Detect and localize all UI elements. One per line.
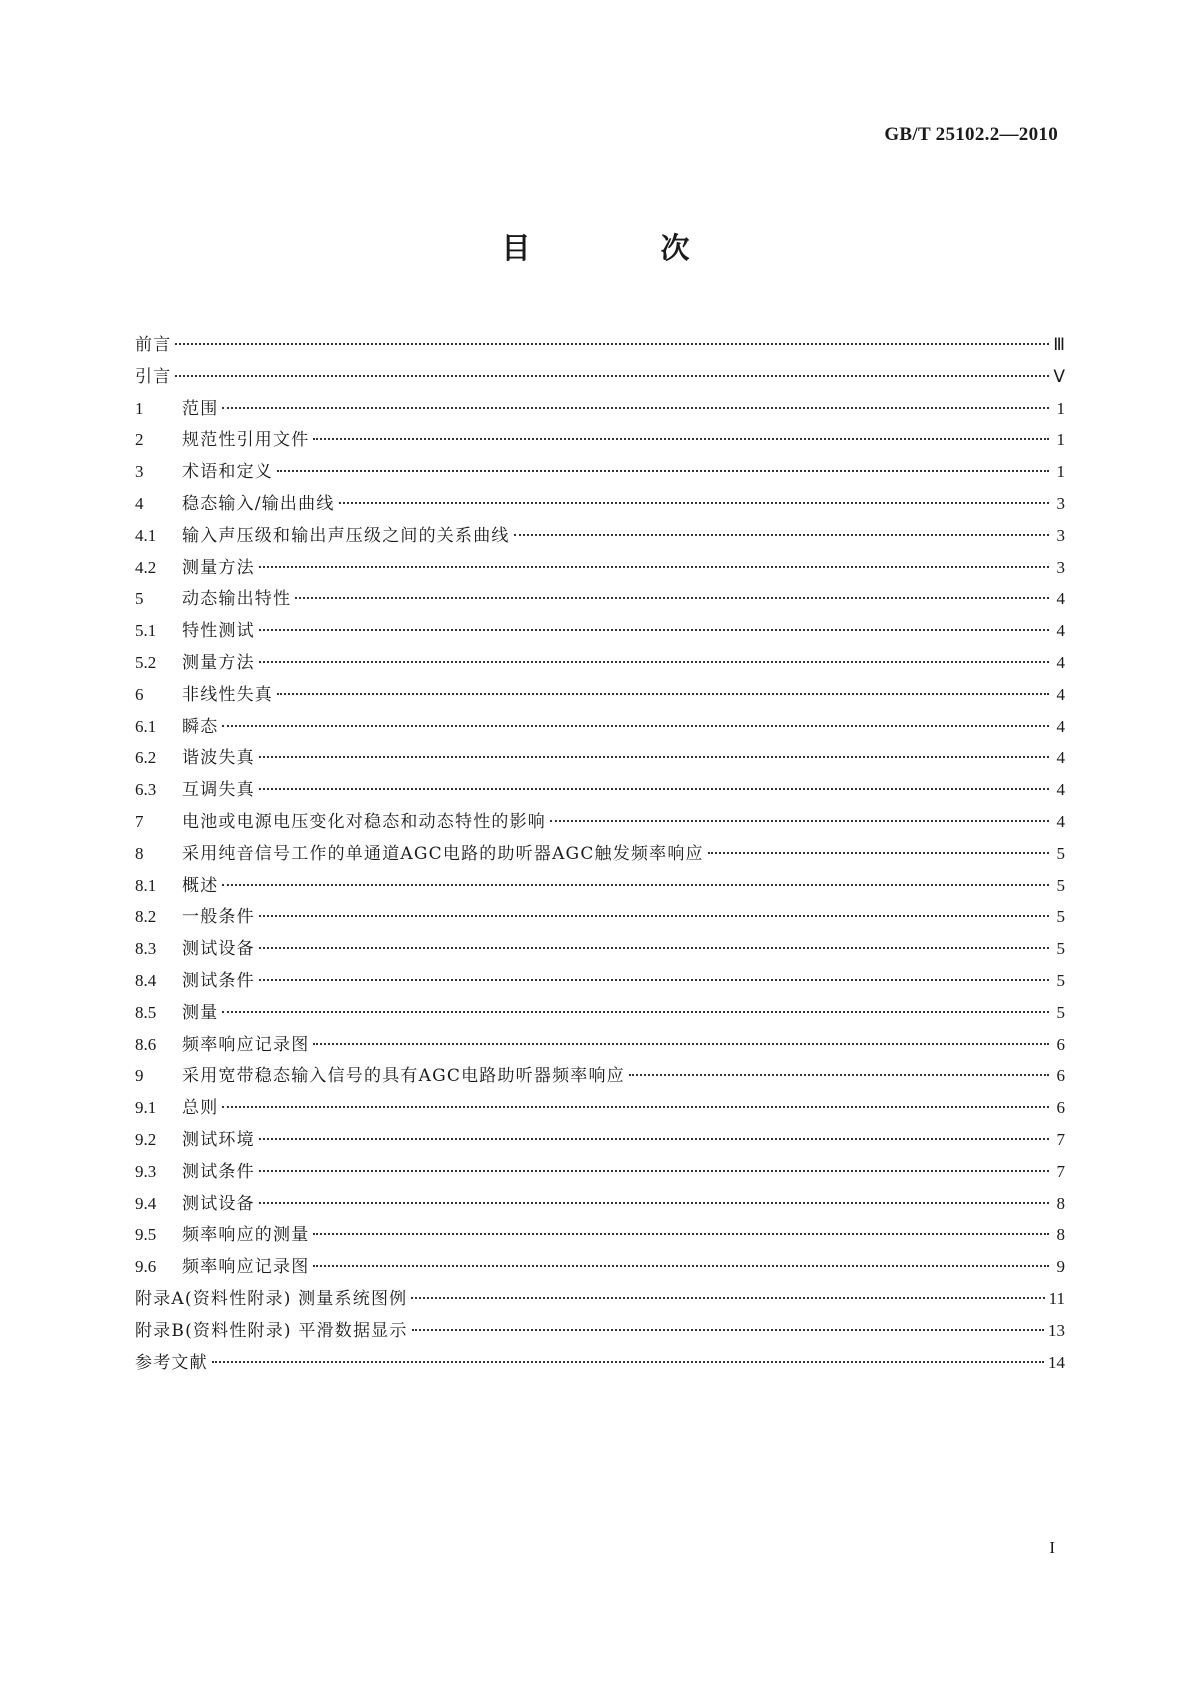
toc-leader-dots (259, 959, 1049, 981)
toc-leader-dots (259, 927, 1049, 949)
toc-entry-number: 7 (135, 811, 144, 831)
toc-entry-page: 1 (1056, 430, 1065, 450)
toc-entry-number: 9.3 (135, 1161, 157, 1181)
toc-entry-page: 5 (1056, 1002, 1065, 1022)
toc-leader-dots (259, 1150, 1049, 1172)
toc-entry-page: 3 (1056, 525, 1065, 545)
toc-entry-title: 测试设备 (182, 1193, 255, 1214)
toc-entry-title: 测量 (182, 1002, 219, 1023)
toc-entry-title: 采用宽带稳态输入信号的具有AGC电路助听器频率响应 (182, 1066, 625, 1087)
toc-entry-number: 8.4 (135, 970, 157, 990)
toc-entry-title: 一般条件 (182, 907, 255, 928)
toc-entry-title: 引言 (135, 366, 172, 387)
toc-entry-title: 附录A(资料性附录) 测量系统图例 (135, 1288, 408, 1309)
toc-entry-number: 3 (135, 462, 144, 482)
toc-entry-page: 4 (1056, 716, 1065, 736)
toc-entry-page: 9 (1056, 1257, 1065, 1277)
toc-leader-dots (259, 768, 1049, 790)
toc-entry-number: 5.2 (135, 652, 157, 672)
toc-entry-title: 测试环境 (182, 1129, 255, 1150)
toc-entry-number: 6.2 (135, 748, 157, 768)
toc-entry-page: 4 (1056, 652, 1065, 672)
toc-entry-title: 特性测试 (182, 621, 255, 642)
toc-leader-dots (277, 673, 1049, 695)
toc-entry-title: 测试条件 (182, 970, 255, 991)
toc-entry-number: 9.4 (135, 1193, 157, 1213)
toc-leader-dots (313, 1023, 1049, 1045)
toc-leader-dots (222, 864, 1049, 886)
table-of-contents (135, 328, 1065, 1377)
toc-entry-page: 4 (1056, 780, 1065, 800)
toc-entry-page: 4 (1056, 748, 1065, 768)
toc-entry-page: 5 (1056, 907, 1065, 927)
toc-leader-dots (222, 1086, 1049, 1108)
toc-entry-number: 9 (135, 1066, 144, 1086)
toc-entry-number: 8.5 (135, 1002, 157, 1022)
toc-entry-title: 术语和定义 (182, 462, 273, 483)
toc-entry-number: 5.1 (135, 621, 157, 641)
toc-leader-dots (277, 450, 1049, 472)
toc-entry-number: 9.2 (135, 1129, 157, 1149)
toc-leader-dots (259, 1182, 1049, 1204)
toc-entry-page: 4 (1056, 811, 1065, 831)
toc-leader-dots (259, 641, 1049, 663)
toc-leader-dots (514, 514, 1049, 536)
toc-entry-title: 互调失真 (182, 780, 255, 801)
toc-leader-dots (212, 1341, 1044, 1363)
toc-entry-page: 14 (1048, 1352, 1065, 1372)
toc-entry-page: 11 (1048, 1288, 1065, 1308)
toc-entry-title: 输入声压级和输出声压级之间的关系曲线 (182, 525, 510, 546)
toc-leader-dots (550, 800, 1049, 822)
toc-entry-title: 频率响应的测量 (182, 1225, 310, 1246)
toc-leader-dots (222, 991, 1049, 1013)
toc-entry-number: 6.3 (135, 780, 157, 800)
toc-entry-title: 电池或电源电压变化对稳态和动态特性的影响 (182, 811, 546, 832)
toc-entry-title: 测试设备 (182, 939, 255, 960)
toc-leader-dots (259, 736, 1049, 758)
page-title: 目 次 (501, 231, 750, 265)
toc-entry-number: 8 (135, 843, 144, 863)
toc-entry-page: 8 (1056, 1193, 1065, 1213)
toc-leader-dots (708, 832, 1049, 854)
toc-entry-title: 测试条件 (182, 1161, 255, 1182)
toc-entry-page: 3 (1056, 493, 1065, 513)
toc-leader-dots (259, 895, 1049, 917)
toc-entry-title: 范围 (182, 398, 219, 419)
toc-leader-dots (259, 609, 1049, 631)
toc-entry-page: 6 (1056, 1034, 1065, 1054)
toc-entry-page: 5 (1056, 939, 1065, 959)
toc-entry-number: 4 (135, 493, 144, 513)
toc-entry-number: 4.2 (135, 557, 157, 577)
toc-leader-dots (175, 323, 1049, 345)
toc-entry-number: 1 (135, 398, 144, 418)
toc-entry-page: 5 (1056, 970, 1065, 990)
toc-entry-page: 13 (1048, 1320, 1065, 1340)
toc-leader-dots (259, 1118, 1049, 1140)
toc-entry-title: 参考文献 (135, 1352, 208, 1373)
toc-entry-page: Ⅲ (1053, 335, 1065, 354)
toc-entry-number: 6 (135, 684, 144, 704)
toc-entry-page: 5 (1056, 843, 1065, 863)
toc-entry-number: 2 (135, 430, 144, 450)
toc-leader-dots (339, 482, 1049, 504)
toc-entry-title: 测量方法 (182, 557, 255, 578)
toc-entry-title: 测量方法 (182, 652, 255, 673)
toc-entry-title: 动态输出特性 (182, 589, 292, 610)
toc-entry-number: 8.1 (135, 875, 157, 895)
toc-entry-number: 4.1 (135, 525, 157, 545)
toc-entry-page: 5 (1056, 875, 1065, 895)
toc-leader-dots (313, 1213, 1049, 1235)
toc-leader-dots (222, 387, 1049, 409)
toc-entry-title: 频率响应记录图 (182, 1034, 310, 1055)
toc-leader-dots (412, 1309, 1044, 1331)
toc-entry-page: 7 (1056, 1161, 1065, 1181)
toc-entry-title: 概述 (182, 875, 219, 896)
toc-entry-title: 前言 (135, 335, 172, 355)
toc-entry-title: 总则 (182, 1098, 219, 1119)
toc-entry-number: 8.6 (135, 1034, 157, 1054)
toc-entry-title: 规范性引用文件 (182, 430, 310, 451)
toc-entry-number: 5 (135, 589, 144, 609)
toc-entry-page: 4 (1056, 621, 1065, 641)
toc-entry-number: 9.5 (135, 1225, 157, 1245)
standard-code: GB/T 25102.2—2010 (884, 124, 1058, 145)
toc-entry-title: 稳态输入/输出曲线 (182, 493, 335, 514)
toc-entry-title: 谐波失真 (182, 748, 255, 769)
toc-entry-number: 6.1 (135, 716, 157, 736)
toc-entry-page: 4 (1056, 684, 1065, 704)
toc-entry-title: 频率响应记录图 (182, 1257, 310, 1278)
page-number: I (1049, 1538, 1055, 1557)
toc-leader-dots (313, 418, 1049, 440)
toc-entry-number: 8.2 (135, 907, 157, 927)
toc-entry-page: 6 (1056, 1066, 1065, 1086)
toc-entry-page: 1 (1056, 398, 1065, 418)
toc-entry-page: 8 (1056, 1225, 1065, 1245)
toc-leader-dots (222, 705, 1049, 727)
toc-leader-dots (629, 1054, 1049, 1076)
toc-entry-title: 瞬态 (182, 716, 219, 737)
toc-entry-number: 8.3 (135, 939, 157, 959)
toc-entry-page: 7 (1056, 1129, 1065, 1149)
toc-leader-dots (313, 1245, 1049, 1267)
toc-leader-dots (295, 577, 1049, 599)
toc-entry-page: 6 (1056, 1098, 1065, 1118)
toc-leader-dots (259, 546, 1049, 568)
toc-entry-title: 附录B(资料性附录) 平滑数据显示 (135, 1320, 408, 1341)
toc-entry-title: 采用纯音信号工作的单通道AGC电路的助听器AGC触发频率响应 (182, 843, 704, 864)
toc-entry-number: 9.1 (135, 1098, 157, 1118)
toc-entry[interactable] (135, 1346, 1065, 1378)
toc-entry-number: 9.6 (135, 1257, 157, 1277)
toc-entry-page: 4 (1056, 589, 1065, 609)
toc-entry-page: 1 (1056, 462, 1065, 482)
toc-leader-dots (175, 355, 1049, 377)
toc-entry-page: Ⅴ (1053, 366, 1065, 386)
toc-entry-title: 非线性失真 (182, 684, 273, 705)
toc-entry-page: 3 (1056, 557, 1065, 577)
toc-leader-dots (411, 1277, 1044, 1299)
